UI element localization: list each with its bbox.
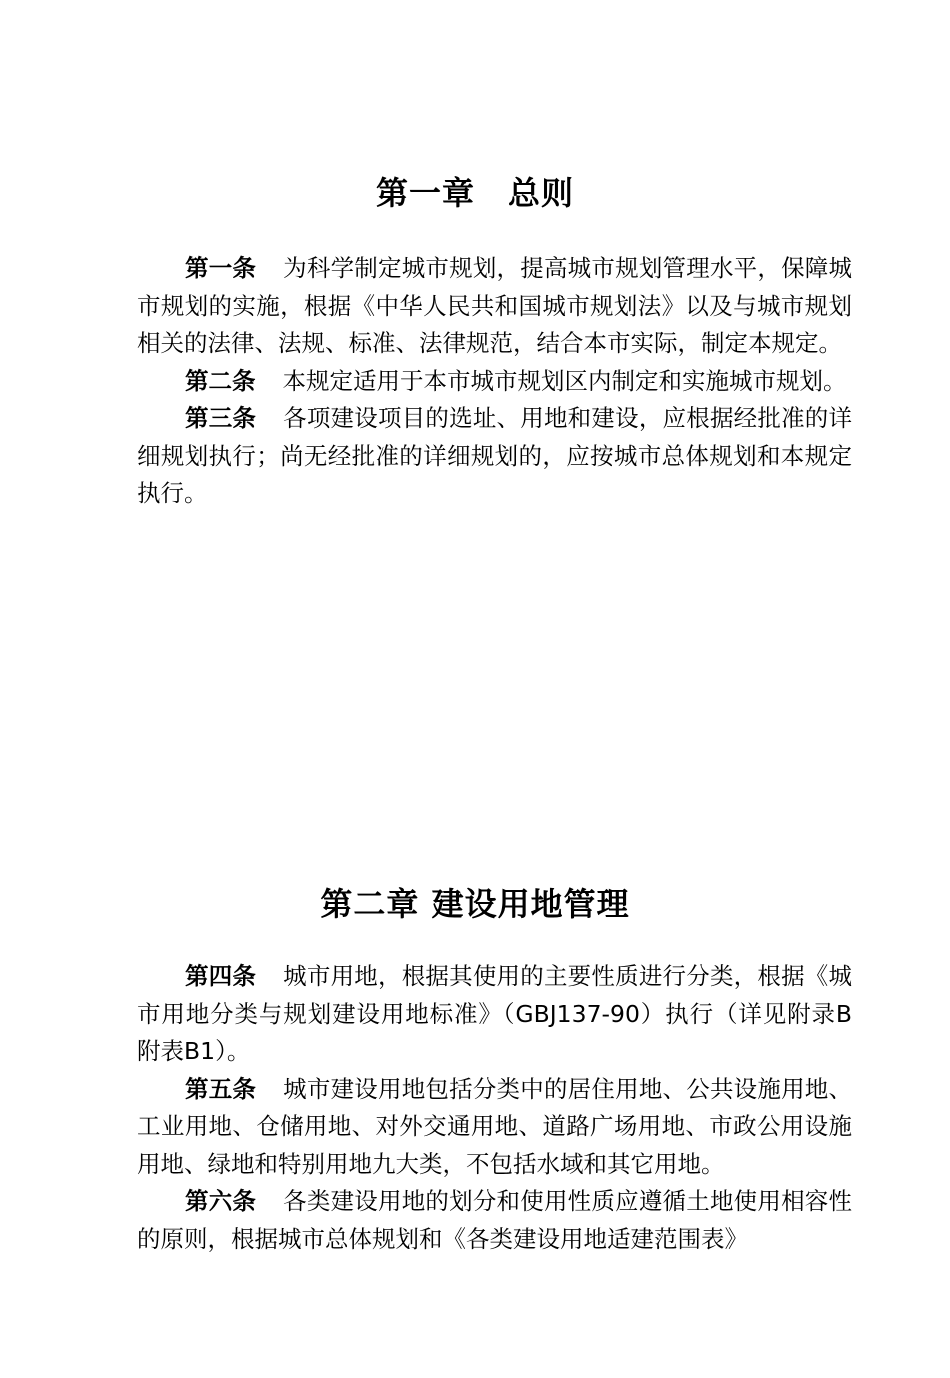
article-number: 第三条: [185, 404, 257, 432]
article-1: [137, 250, 852, 363]
article-text: 为科学制定城市规划，提高城市规划管理水平，保障城市规划的实施，根据《中华人民共和国城市规划法》以及与城市规划相关的法律、法规、标准、法律规范，结合本市实际，制定本规定。: [137, 254, 853, 357]
article-4: [137, 958, 852, 1071]
article-2: [137, 363, 852, 401]
article-text: 城市用地，根据其使用的主要性质进行分类，根据《城市用地分类与规划建设用地标准》（GBJ137-90）执行（详见附录B附表B1）。: [137, 962, 853, 1065]
article-5: [137, 1071, 852, 1184]
article-3: [137, 400, 852, 513]
article-number: 第一条: [185, 254, 257, 282]
article-number: 第五条: [185, 1074, 257, 1103]
article-6: [137, 1183, 852, 1258]
article-text: 各项建设项目的选址、用地和建设，应根据经批准的详细规划执行；尚无经批准的详细规划的，应按城市总体规划和本规定执行。: [137, 404, 853, 507]
article-number: 第四条: [185, 962, 257, 990]
chapter-1-articles: [137, 250, 852, 513]
chapter-title-1: 第一章 总则: [375, 174, 574, 212]
chapter-title-2: 第二章 建设用地管理: [320, 885, 630, 923]
article-number: 第二条: [185, 366, 256, 395]
chapter-2-articles: [137, 958, 852, 1258]
article-text: 各类建设用地的划分和使用性质应遵循土地使用相容性的原则，根据城市总体规划和《各类建设用地适建范围表》: [137, 1187, 853, 1253]
article-number: 第六条: [185, 1187, 257, 1215]
article-text: 本规定适用于本市城市规划区内制定和实施城市规划。: [282, 366, 847, 395]
article-text: 城市建设用地包括分类中的居住用地、公共设施用地、工业用地、仓储用地、对外交通用地、道路广场用地、市政公用设施用地、绿地和特别用地九大类，不包括水域和其它用地。: [137, 1074, 853, 1178]
